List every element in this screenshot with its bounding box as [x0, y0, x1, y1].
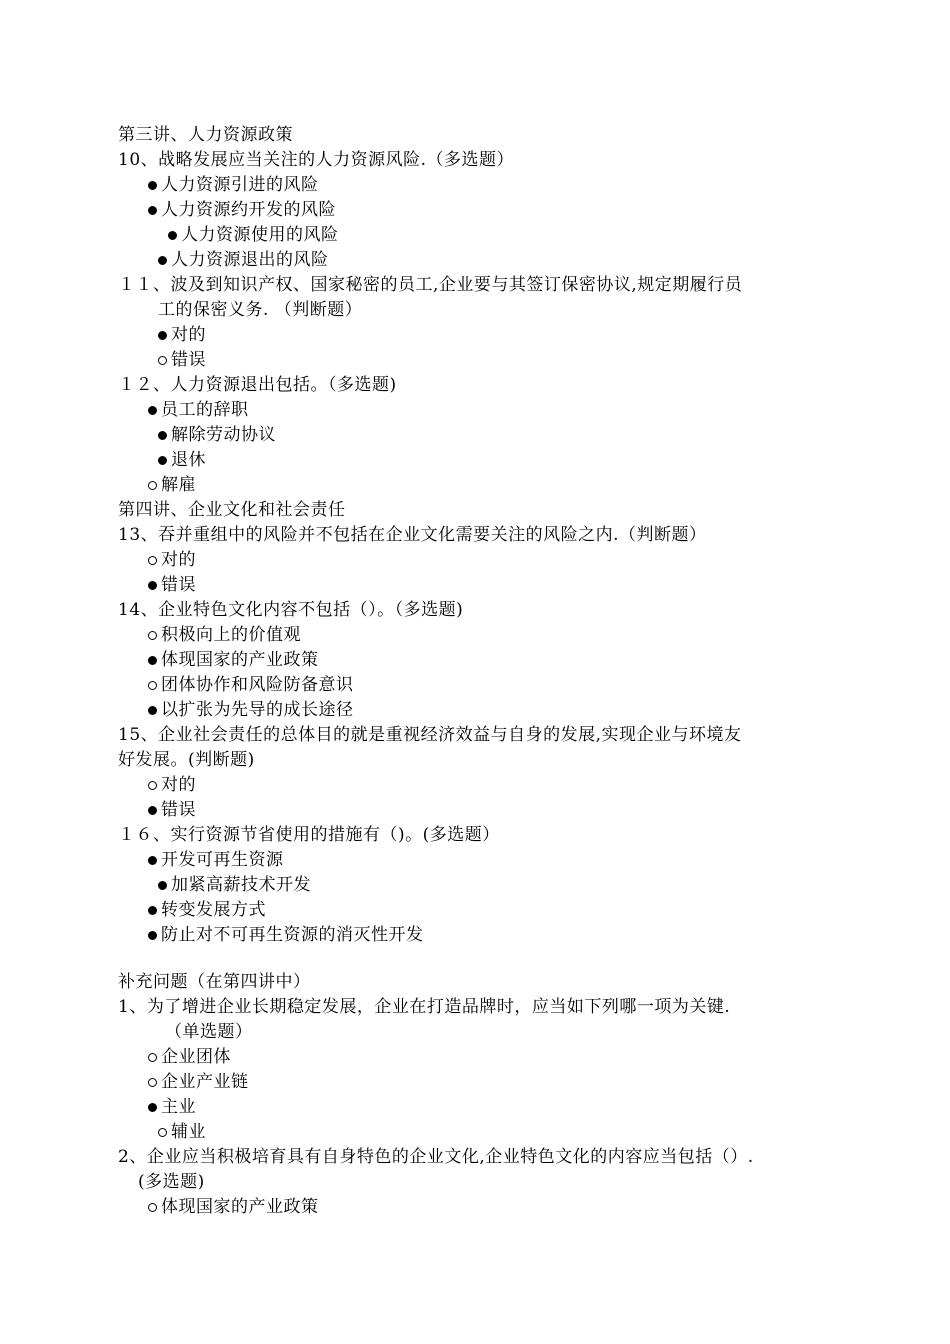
empty-circle-icon	[148, 781, 157, 790]
option-label: 主业	[161, 1097, 196, 1117]
filled-circle-icon	[148, 581, 157, 590]
empty-circle-icon	[148, 1078, 157, 1087]
option-label: 员工的辞职	[161, 400, 249, 420]
text-line: 工的保密义务. （判断题）	[158, 300, 363, 320]
text-line: １２、人力资源退出包括。（多选题)	[118, 375, 397, 395]
answer-option	[148, 899, 266, 921]
answer-option	[148, 399, 249, 421]
option-label: 人力资源使用的风险	[181, 225, 339, 245]
answer-option	[148, 849, 284, 871]
text-line: 13、吞并重组中的风险并不包括在企业文化需要关注的风险之内.（判断题）	[118, 525, 707, 545]
filled-circle-icon	[168, 231, 177, 240]
text-line: (多选题)	[138, 1172, 205, 1192]
option-label: 体现国家的产业政策	[161, 650, 319, 670]
answer-option	[148, 1071, 249, 1093]
text-line: 第三讲、人力资源政策	[118, 125, 293, 145]
text-line: 2、企业应当积极培育具有自身特色的企业文化,企业特色文化的内容应当包括（）.	[118, 1147, 754, 1167]
answer-option	[148, 649, 319, 671]
option-label: 企业产业链	[161, 1072, 249, 1092]
filled-circle-icon	[148, 806, 157, 815]
option-label: 解雇	[161, 475, 196, 495]
text-line: １１、波及到知识产权、国家秘密的员工,企业要与其签订保密协议,规定期履行员	[118, 275, 743, 295]
answer-option	[148, 924, 424, 946]
option-label: 人力资源退出的风险	[171, 250, 329, 270]
text-line: 好发展。(判断题)	[118, 750, 255, 770]
filled-circle-icon	[148, 1103, 157, 1112]
option-label: 错误	[161, 800, 196, 820]
filled-circle-icon	[148, 406, 157, 415]
filled-circle-icon	[148, 706, 157, 715]
filled-circle-icon	[158, 256, 167, 265]
text-line: 1、为了增进企业长期稳定发展，企业在打造品牌时，应当如下列哪一项为关键.	[118, 997, 731, 1017]
answer-option	[158, 874, 311, 896]
option-label: 错误	[161, 575, 196, 595]
option-label: 防止对不可再生资源的消灭性开发	[161, 925, 424, 945]
answer-option	[158, 249, 329, 271]
option-label: 对的	[161, 550, 196, 570]
answer-option	[148, 549, 196, 571]
empty-circle-icon	[158, 356, 167, 365]
answer-option	[158, 424, 276, 446]
text-line: （单选题）	[165, 1022, 253, 1042]
answer-option	[148, 1196, 319, 1218]
filled-circle-icon	[158, 431, 167, 440]
option-label: 对的	[161, 775, 196, 795]
answer-option	[158, 449, 206, 471]
text-line: 10、战略发展应当关注的人力资源风险.（多选题）	[118, 150, 515, 170]
option-label: 解除劳动协议	[171, 425, 276, 445]
text-line: 15、企业社会责任的总体目的就是重视经济效益与自身的发展,实现企业与环境友	[118, 725, 742, 745]
option-label: 以扩张为先导的成长途径	[161, 700, 354, 720]
filled-circle-icon	[148, 206, 157, 215]
filled-circle-icon	[148, 906, 157, 915]
answer-option	[148, 699, 354, 721]
option-label: 人力资源约开发的风险	[161, 200, 336, 220]
option-label: 积极向上的价值观	[161, 625, 301, 645]
text-line: 第四讲、企业文化和社会责任	[118, 500, 346, 520]
filled-circle-icon	[158, 456, 167, 465]
answer-option	[158, 1121, 206, 1143]
answer-option	[168, 224, 339, 246]
option-label: 辅业	[171, 1122, 206, 1142]
answer-option	[148, 799, 196, 821]
option-label: 退休	[171, 450, 206, 470]
option-label: 开发可再生资源	[161, 850, 284, 870]
option-label: 转变发展方式	[161, 900, 266, 920]
empty-circle-icon	[148, 631, 157, 640]
empty-circle-icon	[148, 1203, 157, 1212]
empty-circle-icon	[148, 556, 157, 565]
text-line: 补充问题（在第四讲中）	[118, 972, 311, 992]
filled-circle-icon	[158, 331, 167, 340]
answer-option	[158, 324, 206, 346]
empty-circle-icon	[148, 1053, 157, 1062]
option-label: 体现国家的产业政策	[161, 1197, 319, 1217]
empty-circle-icon	[148, 481, 157, 490]
text-line: １６、实行资源节省使用的措施有（)。(多选题）	[118, 825, 500, 845]
option-label: 错误	[171, 350, 206, 370]
answer-option	[148, 174, 319, 196]
answer-option	[148, 199, 336, 221]
option-label: 企业团体	[161, 1047, 231, 1067]
answer-option	[148, 1046, 231, 1068]
option-label: 对的	[171, 325, 206, 345]
answer-option	[148, 1096, 196, 1118]
filled-circle-icon	[148, 931, 157, 940]
answer-option	[148, 474, 196, 496]
option-label: 人力资源引进的风险	[161, 175, 319, 195]
answer-option	[158, 349, 206, 371]
filled-circle-icon	[158, 881, 167, 890]
answer-option	[148, 624, 301, 646]
answer-option	[148, 674, 354, 696]
filled-circle-icon	[148, 856, 157, 865]
empty-circle-icon	[158, 1128, 167, 1137]
option-label: 加紧高薪技术开发	[171, 875, 311, 895]
text-line: 14、企业特色文化内容不包括（）。（多选题)	[118, 600, 464, 620]
option-label: 团体协作和风险防备意识	[161, 675, 354, 695]
answer-option	[148, 774, 196, 796]
empty-circle-icon	[148, 681, 157, 690]
filled-circle-icon	[148, 181, 157, 190]
filled-circle-icon	[148, 656, 157, 665]
answer-option	[148, 574, 196, 596]
